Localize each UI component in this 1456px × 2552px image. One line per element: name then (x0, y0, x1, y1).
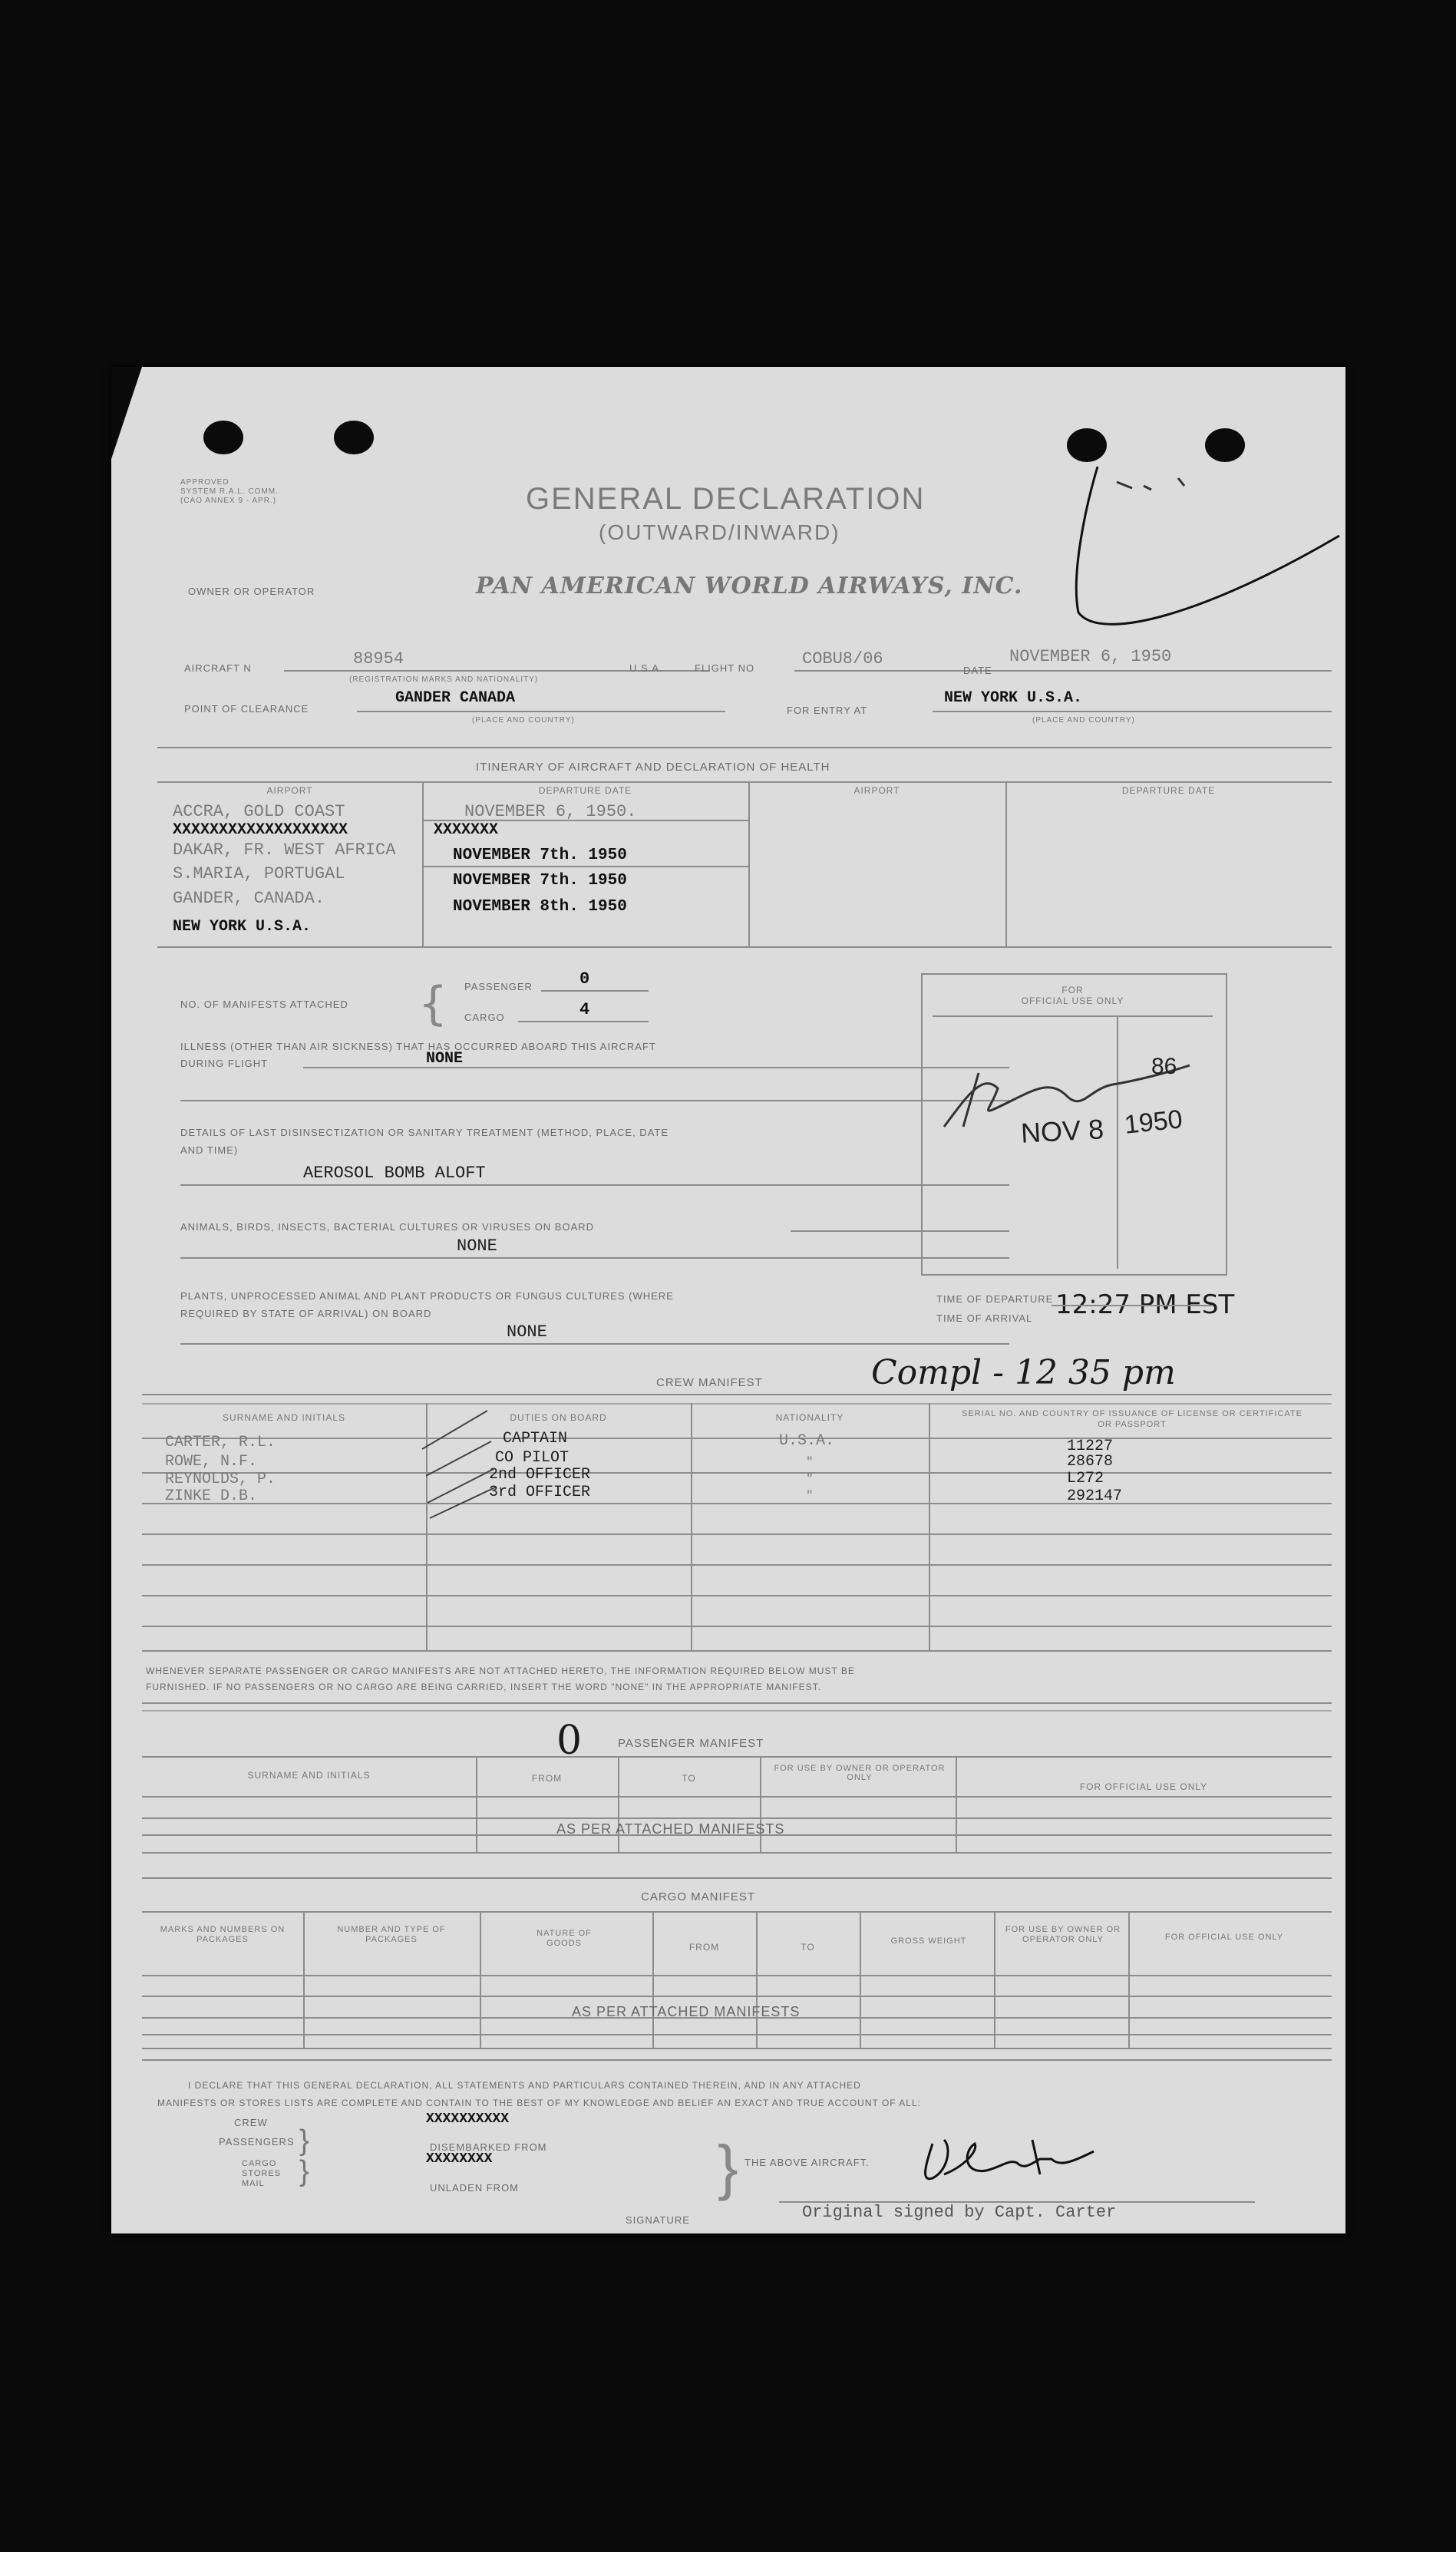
col-nature: NATURE OF GOODS (537, 1929, 592, 1948)
illness-label: ILLNESS (OTHER THAN AIR SICKNESS) THAT HAS OCCURRED ABOARD THIS AIRCRAFT (180, 1041, 656, 1052)
col-nationality: NATIONALITY (775, 1412, 844, 1423)
itin-airport: NEW YORK U.S.A. (173, 918, 312, 936)
punch-hole (334, 421, 374, 454)
animals-label: ANIMALS, BIRDS, INSECTS, BACTERIAL CULTURES OR VIRUSES ON BOARD (180, 1221, 595, 1233)
declaration-form (111, 367, 1345, 2233)
brace: } (299, 2155, 309, 2187)
col-from: FROM (531, 1773, 563, 1784)
crossed-passengers: XXXXXXXX (426, 2151, 493, 2167)
illness-label: DURING FLIGHT (180, 1058, 269, 1069)
col-number-type: NUMBER AND TYPE OF PACKAGES (337, 1925, 446, 1944)
cargo-heading: CARGO MANIFEST (641, 1890, 756, 1903)
passenger-label: PASSENGER (464, 981, 533, 992)
cargo-attached: AS PER ATTACHED MANIFESTS (572, 2004, 801, 2019)
entry-value: NEW YORK U.S.A. (944, 689, 1083, 707)
form-title: GENERAL DECLARATION (526, 482, 926, 516)
unladen-label: UNLADEN FROM (430, 2182, 520, 2194)
disinsect-label: DETAILS OF LAST DISINSECTIZATION OR SANITARY TREATMENT (METHOD, PLACE, DATE (180, 1127, 669, 1138)
pax-heading: PASSENGER MANIFEST (618, 1737, 764, 1750)
itin-date: NOVEMBER 7th. 1950 (453, 847, 627, 864)
col-departure: DEPARTURE DATE (1121, 785, 1216, 796)
pax-attached: AS PER ATTACHED MANIFESTS (556, 1821, 785, 1837)
col-to: TO (682, 1773, 696, 1784)
brace: { (418, 977, 448, 1031)
pen-stroke (1055, 459, 1347, 643)
col-from: FROM (688, 1942, 720, 1953)
place-country: (PLACE AND COUNTRY) (1032, 716, 1135, 725)
itin-airport: DAKAR, FR. WEST AFRICA (173, 840, 396, 860)
passengers-label: PASSENGERS (219, 2136, 295, 2148)
crew-serial: 11227 (1067, 1438, 1114, 1455)
crew-name: CARTER, R.L. (165, 1434, 276, 1451)
crew-name: REYNOLDS, P. (165, 1471, 276, 1488)
approval-note: APPROVED SYSTEM R.A.L. COMM. (CAO ANNEX 9 - APR.) (180, 478, 279, 505)
declaration-text: I DECLARE THAT THIS GENERAL DECLARATION, ALL STATEMENTS AND PARTICULARS CONTAINED THEREIN, AND IN ANY ATTACHED (188, 2080, 861, 2091)
arrival-label: TIME OF ARRIVAL (936, 1312, 1033, 1324)
itinerary-heading: ITINERARY OF AIRCRAFT AND DECLARATION OF HEALTH (476, 761, 830, 774)
date-label: DATE (963, 665, 992, 676)
owner-label: OWNER OR OPERATOR (188, 586, 315, 597)
notice-text: WHENEVER SEPARATE PASSENGER OR CARGO MANIFESTS ARE NOT ATTACHED HERETO, THE INFORMATION REQUIRED BELOW MUST BE (146, 1666, 855, 1676)
captain-signature (917, 2128, 1101, 2194)
itin-date: NOVEMBER 7th. 1950 (453, 872, 627, 890)
usa-label: U.S.A. (629, 662, 663, 674)
punch-hole (1205, 428, 1245, 462)
crossed-crew: XXXXXXXXXX (426, 2111, 510, 2127)
disembarked-label: DISEMBARKED FROM (430, 2141, 547, 2153)
itin-airport: XXXXXXXXXXXXXXXXXXX (173, 821, 348, 839)
stamp-year: 1950 (1123, 1104, 1184, 1140)
check-marks (418, 1403, 510, 1526)
owner-value: PAN AMERICAN WORLD AIRWAYS, INC. (476, 573, 1023, 599)
crew-duty: 3rd OFFICER (489, 1484, 591, 1501)
manifests-label: NO. OF MANIFESTS ATTACHED (180, 999, 348, 1010)
crew-duty: CAPTAIN (503, 1430, 568, 1448)
entry-label: FOR ENTRY AT (787, 705, 868, 716)
cargo-label: CARGO (464, 1012, 505, 1023)
crew-name: ZINKE D.B. (165, 1487, 258, 1505)
col-duties: DUTIES ON BOARD (510, 1412, 607, 1423)
aircraft-value: 88954 (353, 649, 404, 669)
crew-nationality: U.S.A. (779, 1432, 835, 1450)
disinsect-value: AEROSOL BOMB ALOFT (303, 1164, 486, 1183)
arrival-value: 12:27 PM EST (1055, 1289, 1235, 1320)
itin-date: XXXXXXX (434, 821, 499, 839)
col-official-use: FOR OFFICIAL USE ONLY (1164, 1933, 1284, 1942)
col-owner-use: FOR USE BY OWNER OR OPERATOR ONLY (1005, 1925, 1121, 1944)
itin-date: NOVEMBER 6, 1950. (464, 802, 637, 821)
col-serial: SERIAL NO. AND COUNTRY OF ISSUANCE OF LICENSE OR CERTIFICATE OR PASSPORT (962, 1409, 1302, 1429)
crew-serial: 292147 (1067, 1487, 1123, 1505)
above-aircraft: THE ABOVE AIRCRAFT. (745, 2157, 870, 2168)
itin-airport: GANDER, CANADA. (173, 889, 325, 908)
date-value: NOVEMBER 6, 1950 (1009, 647, 1172, 666)
plants-value: NONE (507, 1322, 547, 1342)
illness-value: NONE (426, 1050, 464, 1068)
col-surname: SURNAME AND INITIALS (247, 1770, 371, 1781)
declaration-text: MANIFESTS OR STORES LISTS ARE COMPLETE AND CONTAIN TO THE BEST OF MY KNOWLEDGE AND BELIEF AN EXACT AND TRUE ACCOUNT OF ALL: (157, 2098, 921, 2108)
crew-duty: 2nd OFFICER (489, 1466, 591, 1484)
crew-serial: 28678 (1067, 1453, 1114, 1471)
form-subtitle: (OUTWARD/INWARD) (599, 520, 840, 544)
crew-nationality: " (806, 1455, 814, 1469)
signed-note: Original signed by Capt. Carter (802, 2203, 1117, 2222)
stamp-number: 86 (1151, 1054, 1177, 1079)
col-surname: SURNAME AND INITIALS (222, 1412, 346, 1423)
flight-label: FLIGHT NO (695, 662, 755, 674)
clearance-label: POINT OF CLEARANCE (184, 703, 309, 715)
crew-nationality: " (806, 1472, 814, 1486)
plants-label: PLANTS, UNPROCESSED ANIMAL AND PLANT PRODUCTS OR FUNGUS CULTURES (WHERE (180, 1290, 674, 1302)
cargo-stores-label: CARGO STORES MAIL (242, 2159, 282, 2188)
flight-value: COBU8/06 (802, 649, 883, 669)
passenger-value: 0 (579, 969, 590, 989)
col-official-use: FOR OFFICIAL USE ONLY (1079, 1781, 1208, 1792)
official-use-heading: FOR OFFICIAL USE ONLY (1021, 985, 1124, 1006)
notice-text: FURNISHED. IF NO PASSENGERS OR NO CARGO ARE BEING CARRIED, INSERT THE WORD "NONE" IN THE APPROPRIATE MANIFEST. (146, 1682, 821, 1692)
plants-label: REQUIRED BY STATE OF ARRIVAL) ON BOARD (180, 1308, 432, 1319)
crew-serial: L272 (1067, 1470, 1104, 1487)
stamp-date: NOV 8 (1019, 1113, 1105, 1149)
col-gross-weight: GROSS WEIGHT (890, 1936, 967, 1946)
crew-nationality: " (806, 1489, 814, 1503)
col-airport: AIRPORT (266, 785, 313, 796)
clearance-value: GANDER CANADA (395, 689, 516, 707)
crew-heading: CREW MANIFEST (656, 1376, 763, 1389)
crew-duty: CO PILOT (495, 1449, 570, 1467)
crew-label: CREW (234, 2117, 268, 2128)
signature-label: SIGNATURE (626, 2214, 690, 2226)
punch-hole (1067, 428, 1107, 462)
cargo-value: 4 (579, 1000, 590, 1019)
itin-date: NOVEMBER 8th. 1950 (453, 898, 627, 916)
col-marks: MARKS AND NUMBERS ON PACKAGES (160, 1925, 286, 1944)
aircraft-sub: (REGISTRATION MARKS AND NATIONALITY) (349, 675, 539, 684)
disinsect-label: AND TIME) (180, 1144, 239, 1156)
brace: } (299, 2124, 309, 2157)
col-departure: DEPARTURE DATE (538, 785, 632, 796)
crew-name: ROWE, N.F. (165, 1453, 258, 1471)
col-to: TO (801, 1942, 815, 1953)
col-owner-use: FOR USE BY OWNER OR OPERATOR ONLY (774, 1764, 946, 1782)
place-country: (PLACE AND COUNTRY) (472, 716, 575, 725)
departure-label: TIME OF DEPARTURE (936, 1293, 1054, 1305)
animals-value: NONE (457, 1236, 497, 1256)
aircraft-label: AIRCRAFT N (184, 662, 252, 674)
itin-airport: S.MARIA, PORTUGAL (173, 864, 345, 883)
brace: } (718, 2133, 738, 2201)
punch-hole (203, 421, 243, 454)
col-airport: AIRPORT (853, 785, 900, 796)
crew-handwritten-note: Compl - 12 35 pm (871, 1353, 1176, 1392)
itin-airport: ACCRA, GOLD COAST (173, 802, 345, 821)
pax-zero: 0 (556, 1718, 583, 1764)
